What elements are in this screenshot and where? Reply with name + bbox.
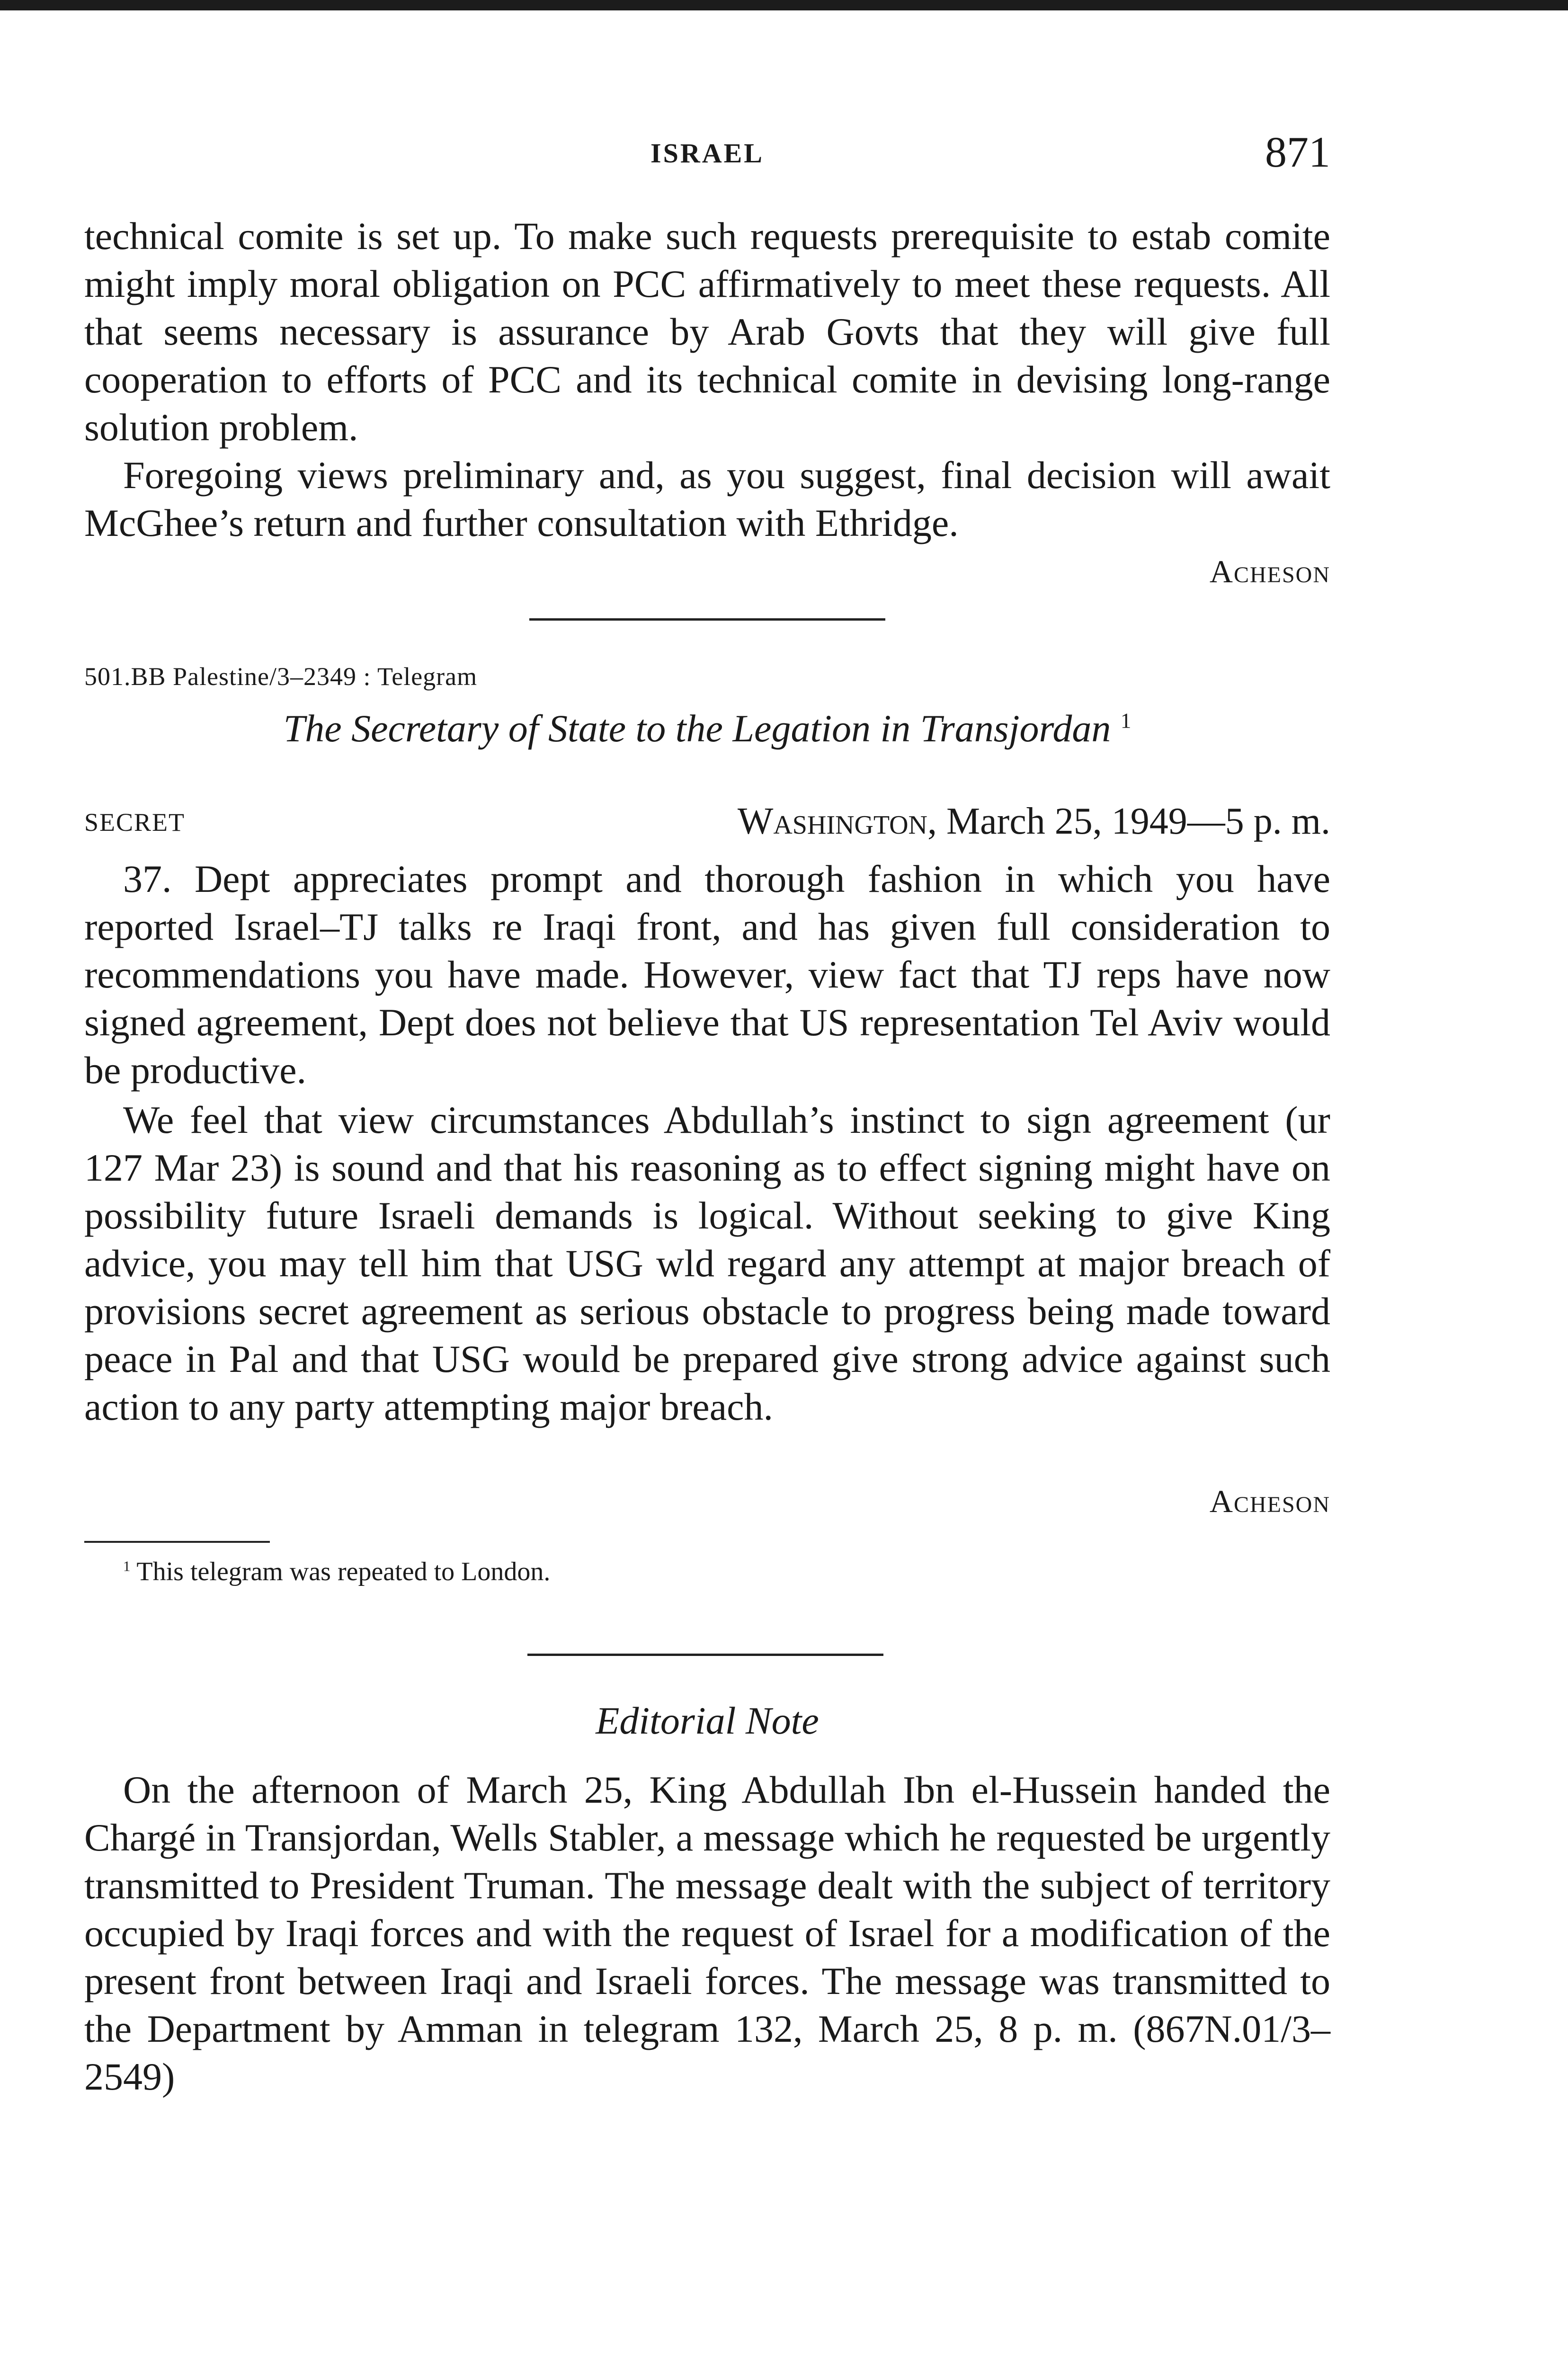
dateline-date: , March 25, 1949—5 p. m. bbox=[927, 801, 1330, 842]
editorial-note-title: Editorial Note bbox=[596, 1699, 819, 1742]
document-heading bbox=[84, 706, 1330, 751]
classification-marking: SECRET bbox=[84, 808, 186, 836]
editorial-note-paragraph: On the afternoon of March 25, King Abdullah Ibn el-Hussein handed the Chargé in Transjordan, Wells Stabler, a message which he requested be urgently transmitted to President Truman. The message dealt with the subject of territory occupied by Iraqi forces and with the request of Israel for a modification of the present front between Iraqi and Israeli forces. The message was transmitted to the Department by Amman in telegram 132, March 25, 8 p. m. (867N.01/3–2549) bbox=[84, 1768, 1330, 2098]
continued-paragraph: technical comite is set up. To make such requests prerequisite to estab comite might imply moral obligation on PCC affirmatively to meet these requests. All that seems necessary is assurance by Arab Govts that they will give full cooperation to efforts of PCC and its technical comite in devising long-range solution problem. bbox=[84, 214, 1330, 449]
telegram-paragraph-1: 37. Dept appreciates prompt and thorough fashion in which you have reported Israel–TJ talks re Iraqi front, and has given full consideration to recommendations you have made. However, view fact that TJ reps have now signed agreement, Dept does not believe that US representation Tel Aviv would be productive. bbox=[84, 857, 1330, 1092]
heading-footnote-mark: 1 bbox=[1120, 709, 1131, 733]
dateline-city: Washington bbox=[737, 801, 927, 842]
footnote-rule bbox=[84, 1541, 270, 1543]
continued-paragraph-2: Foregoing views preliminary and, as you suggest, final decision will await McGhee’s return and further consultation with Ethridge. bbox=[84, 454, 1330, 544]
dateline bbox=[738, 800, 1330, 843]
page-number: 871 bbox=[1265, 128, 1330, 176]
telegram-paragraph-2: We feel that view circumstances Abdullah’s instinct to sign agreement (ur 127 Mar 23) is sound and that his reasoning as to effect signing might have on possibility future Israeli demands is logical. Without seeking to give King advice, you may tell him that USG wld regard any attempt at major breach of provisions secret agreement as serious obstacle to progress being made toward peace in Pal and that USG would be prepared give strong advice against such action to any party attempting major breach. bbox=[84, 1098, 1330, 1428]
section-divider bbox=[529, 618, 885, 621]
running-title: ISRAEL bbox=[650, 138, 764, 169]
footnote-text: This telegram was repeated to London. bbox=[136, 1557, 551, 1586]
running-head bbox=[84, 127, 1330, 179]
document-heading-text: The Secretary of State to the Legation in Transjordan bbox=[283, 707, 1111, 750]
file-reference: 501.BB Palestine/3–2349 : Telegram bbox=[84, 662, 478, 691]
footnote bbox=[123, 1557, 550, 1587]
signature-acheson-1: Acheson bbox=[1209, 553, 1330, 589]
signature-acheson-2: Acheson bbox=[1209, 1483, 1330, 1519]
footnote-mark: 1 bbox=[123, 1558, 131, 1575]
top-border bbox=[0, 0, 1568, 10]
section-divider-2 bbox=[527, 1654, 883, 1656]
